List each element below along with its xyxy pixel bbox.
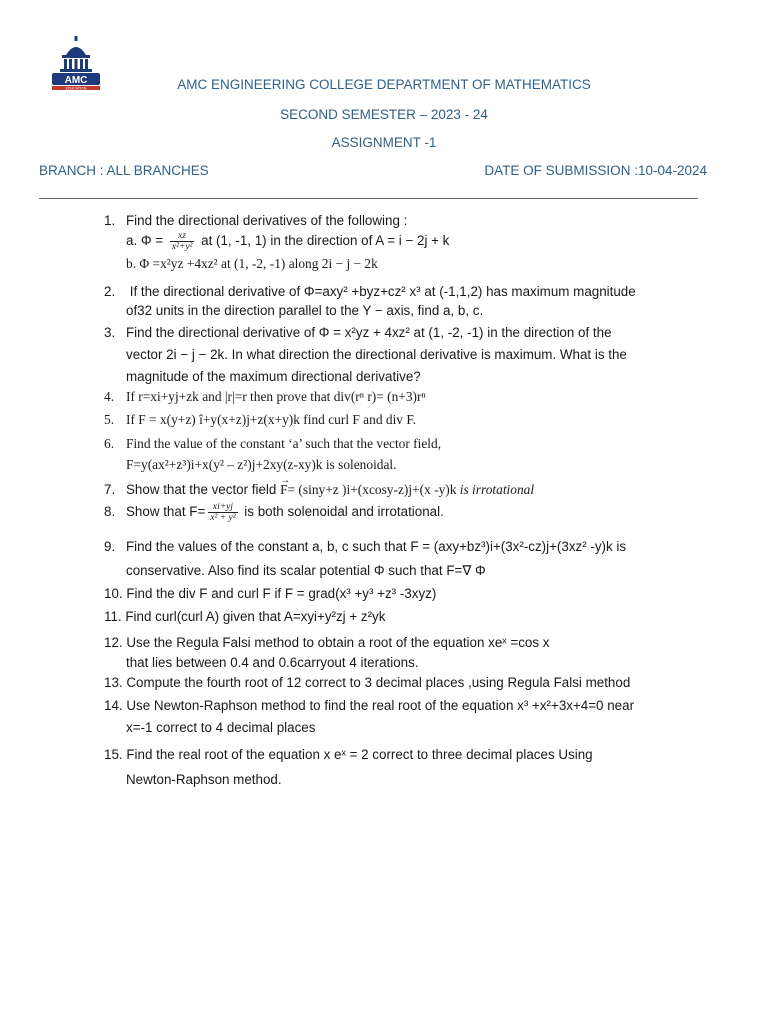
question-number: 5.	[104, 412, 115, 427]
question-text: Find curl(curl A) given that A=xyi+y²zj + z²yk	[125, 609, 386, 624]
question-6	[104, 433, 704, 475]
college-title: AMC ENGINEERING COLLEGE DEPARTMENT OF MATHEMATICS	[177, 77, 591, 92]
logo-text: AMC	[64, 75, 88, 86]
question-text-cont: that lies between 0.4 and 0.6carryout 4 iterations.	[126, 655, 419, 670]
fraction-numerator: xz	[170, 231, 195, 242]
q1b-text: b. Φ =x²yz +4xz² at (1, -2, -1) along 2i − j − 2k	[126, 256, 378, 271]
question-text-cont: magnitude of the maximum directional derivative?	[126, 369, 421, 384]
question-text: Use Newton-Raphson method to find the real root of the equation x³ +x²+3x+4=0 near	[126, 698, 635, 713]
fraction-denominator: x² + y²	[210, 513, 236, 523]
q1a-fraction	[170, 231, 195, 252]
question-text: Show that the vector field	[126, 482, 281, 497]
question-15	[104, 742, 704, 792]
question-text-expr: = (siny+z )i+(xcosy-z)j+(x -y)k	[287, 482, 460, 497]
semester-title: SECOND SEMESTER – 2023 - 24	[280, 107, 488, 122]
question-number: 13.	[104, 675, 123, 690]
question-number: 2.	[104, 284, 116, 299]
question-number: 8.	[104, 504, 116, 520]
question-text: Find the value of the constant ‘a’ such that the vector field,	[126, 436, 442, 451]
question-text-tail: is irrotational	[459, 482, 535, 497]
question-text: Find the values of the constant a, b, c such that F = (axy+bz³)i+(3x²-cz)j+(3xz² -y)k is	[126, 539, 627, 554]
vector-f: → F	[280, 480, 287, 499]
submission-date: DATE OF SUBMISSION :10-04-2024	[484, 163, 707, 178]
question-text-cont: conservative. Also find its scalar potential Φ such that F=∇ Φ	[126, 563, 486, 578]
question-text: Find the directional derivative of Φ = x²yz + 4xz² at (1, -2, -1) in the direction of the	[126, 325, 612, 340]
question-number: 1.	[104, 213, 116, 228]
question-text-cont: F=y(ax²+z³)i+x(y² – z²)j+2xy(z-xy)k is solenoidal.	[126, 457, 397, 472]
question-11	[104, 607, 704, 626]
q1a-prefix: a. Φ =	[126, 233, 164, 249]
question-text-cont: Newton-Raphson method.	[126, 772, 282, 787]
question-number: 7.	[104, 482, 116, 497]
question-2	[104, 282, 704, 320]
fraction-numerator: xi+yj	[208, 502, 237, 513]
question-text: Use the Regula Falsi method to obtain a root of the equation xeˣ =cos x	[126, 635, 550, 650]
question-text: Find the real root of the equation x eˣ = 2 correct to three decimal places Using	[122, 747, 593, 762]
question-text-cont: is both solenoidal and irrotational.	[240, 504, 444, 520]
question-text-cont: x=-1 correct to 4 decimal places	[126, 720, 316, 735]
assignment-title: ASSIGNMENT -1	[331, 135, 437, 150]
question-text: Show that F=	[126, 504, 206, 520]
question-number: 15.	[104, 747, 123, 762]
question-number: 10.	[104, 586, 123, 601]
question-number: 6.	[104, 436, 115, 451]
q1a-suffix: at (1, -1, 1) in the direction of A = i − 2j + k	[201, 233, 450, 249]
fraction-denominator: x²+y²	[171, 242, 193, 252]
question-number: 11.	[104, 609, 122, 624]
question-number: 14.	[104, 698, 123, 713]
question-number: 3.	[104, 325, 116, 340]
q8-fraction	[208, 502, 237, 523]
question-text: If the directional derivative of Φ=axy² +byz+cz² x³ at (-1,1,2) has maximum magnitude	[126, 284, 636, 299]
question-5	[104, 410, 704, 429]
question-number: 12.	[104, 635, 123, 650]
question-14	[104, 695, 704, 739]
question-4	[104, 387, 704, 406]
question-number: 4.	[104, 389, 115, 404]
question-12	[104, 633, 704, 673]
question-1	[104, 211, 704, 273]
question-3	[104, 322, 704, 388]
header-divider	[39, 198, 698, 199]
question-text-cont: of32 units in the direction parallel to the Y − axis, find a, b, c.	[126, 303, 484, 318]
question-text: Find the directional derivatives of the following :	[126, 213, 408, 228]
question-10	[104, 584, 704, 603]
question-9	[104, 535, 704, 583]
question-number: 9.	[104, 539, 116, 554]
question-7	[104, 480, 704, 499]
question-text-cont: vector 2i − j − 2k. In what direction the directional derivative is maximum. What is the	[126, 347, 627, 362]
question-8	[104, 502, 704, 523]
question-text: Find the div F and curl F if F = grad(x³ +y³ +z³ -3xyz)	[126, 586, 437, 601]
question-text: Compute the fourth root of 12 correct to 3 decimal places ,using Regula Falsi method	[126, 675, 631, 690]
branch-label: BRANCH : ALL BRANCHES	[39, 163, 209, 178]
logo-subtext: EDUCATION	[65, 86, 87, 91]
question-text: If r=xi+yj+zk and |r|=r then prove that div(rⁿ r)= (n+3)rⁿ	[126, 389, 426, 404]
question-text: If F = x(y+z) î+y(x+z)j+z(x+y)k find curl F and div F.	[126, 412, 417, 427]
question-13	[104, 673, 704, 692]
